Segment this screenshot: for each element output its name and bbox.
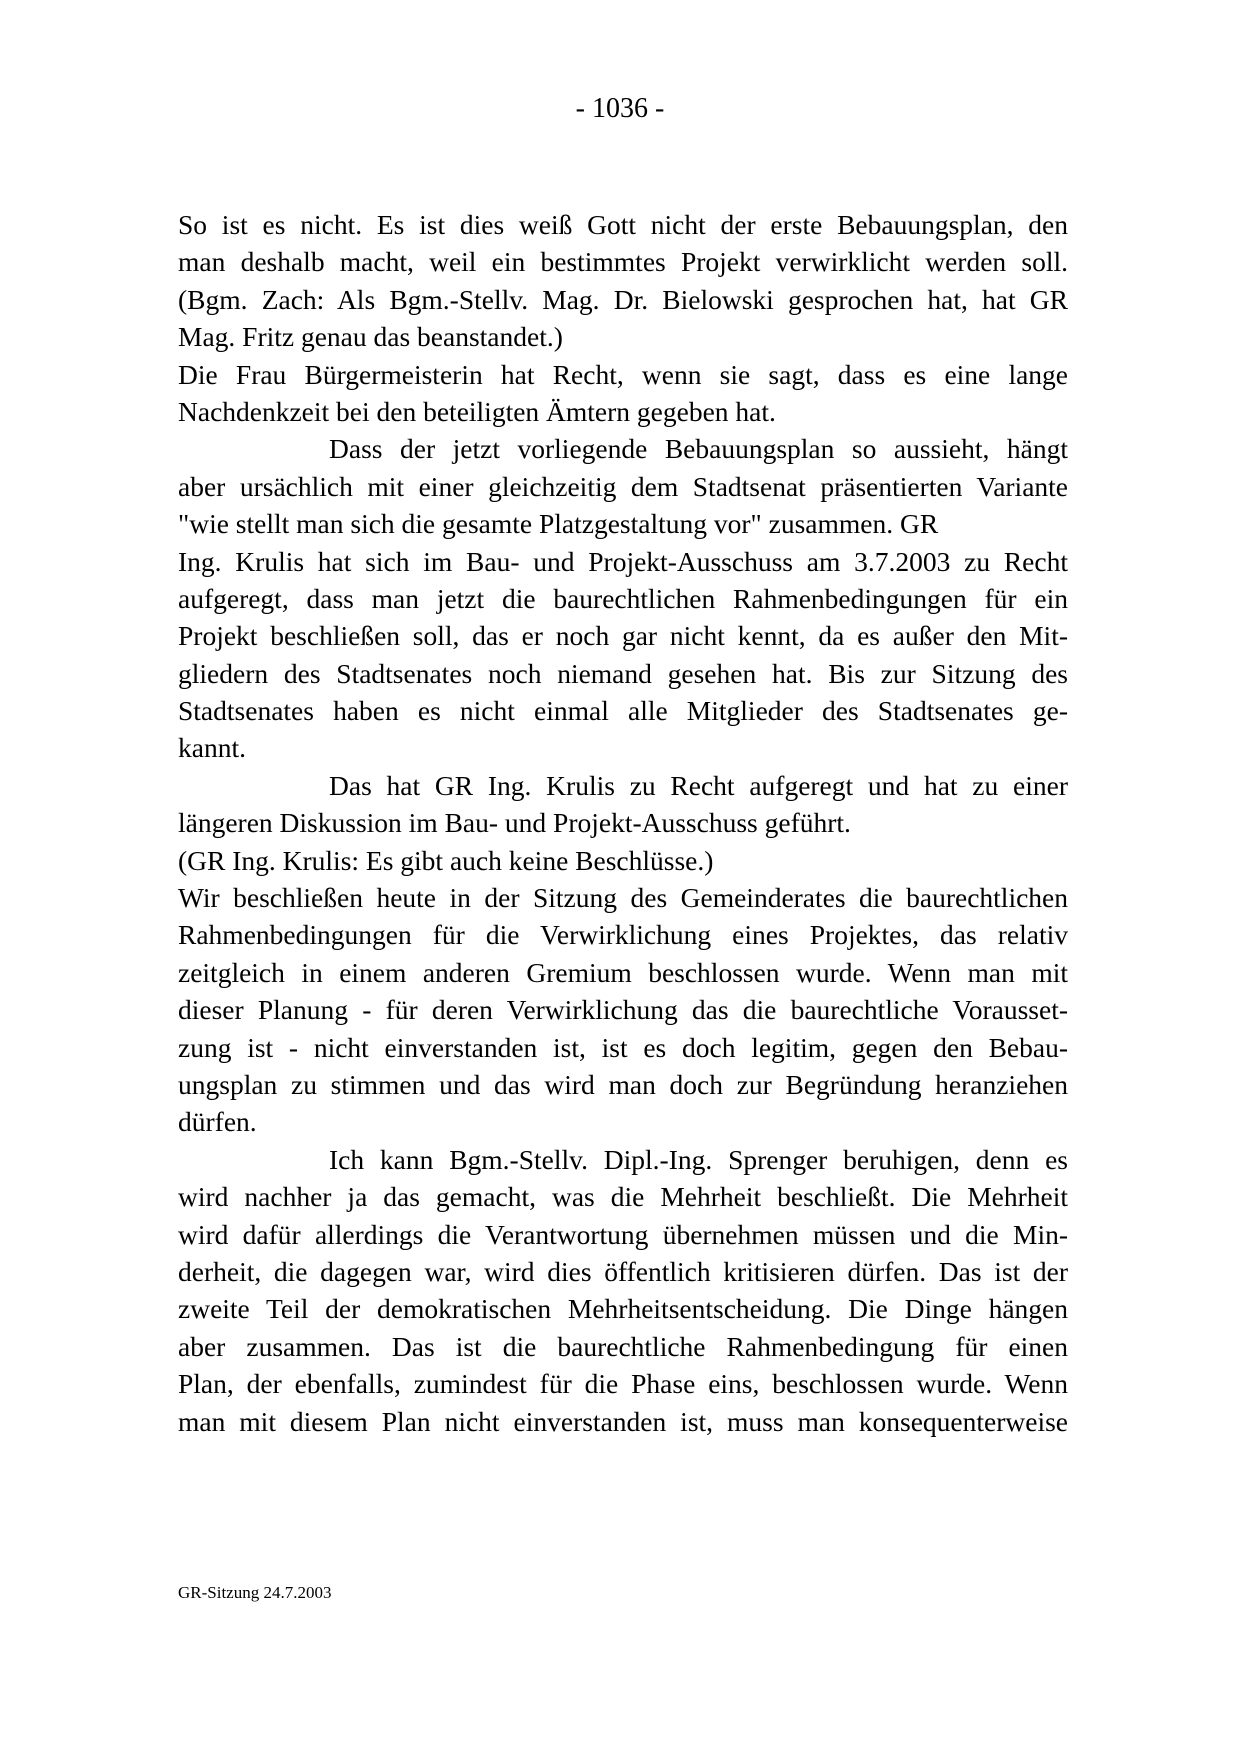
text-line: zeitgleich in einem anderen Gremium beschlossen wurde. Wenn man mit	[178, 956, 1068, 988]
text-line: wird nachher ja das gemacht, was die Mehrheit beschließt. Die Mehrheit	[178, 1181, 1068, 1213]
text-line: dürfen.	[178, 1106, 257, 1138]
text-line: derheit, die dagegen war, wird dies öffentlich kritisieren dürfen. Das ist der	[178, 1255, 1068, 1287]
text-line: aber zusammen. Das ist die baurechtliche Rahmenbedingung für einen	[178, 1330, 1068, 1362]
text-line: Wir beschließen heute in der Sitzung des Gemeinderates die baurechtlichen	[178, 882, 1068, 914]
text-line: So ist es nicht. Es ist dies weiß Gott nicht der erste Bebauungsplan, den	[178, 209, 1068, 240]
text-line: Dass der jetzt vorliegende Bebauungsplan so aussieht, hängt	[329, 433, 1068, 465]
text-line: Das hat GR Ing. Krulis zu Recht aufgeregt und hat zu einer	[329, 769, 1068, 801]
text-line: gliedern des Stadtsenates noch niemand gesehen hat. Bis zur Sitzung des	[178, 657, 1068, 689]
text-line: man mit diesem Plan nicht einverstanden ist, muss man konsequenterweise	[178, 1405, 1068, 1437]
text-line: (GR Ing. Krulis: Es gibt auch keine Beschlüsse.)	[178, 844, 714, 876]
text-line: dieser Planung - für deren Verwirklichung das die baurechtliche Vorausset-	[178, 994, 1068, 1026]
text-line: aber ursächlich mit einer gleichzeitig dem Stadtsenat präsentierten Variante	[178, 470, 1068, 502]
text-line: zung ist - nicht einverstanden ist, ist es doch legitim, gegen den Bebau-	[178, 1031, 1068, 1063]
text-line: man deshalb macht, weil ein bestimmtes Projekt verwirklicht werden soll.	[178, 246, 1068, 278]
text-line: Projekt beschließen soll, das er noch gar nicht kennt, da es außer den Mit-	[178, 620, 1068, 652]
footer-session-date: GR-Sitzung 24.7.2003	[178, 1583, 332, 1602]
text-line: Ich kann Bgm.-Stellv. Dipl.-Ing. Sprenger beruhigen, denn es	[329, 1143, 1068, 1175]
text-line: Nachdenkzeit bei den beteiligten Ämtern gegeben hat.	[178, 395, 776, 427]
text-line: längeren Diskussion im Bau- und Projekt-Ausschuss geführt.	[178, 807, 851, 839]
text-line: Ing. Krulis hat sich im Bau- und Projekt-Ausschuss am 3.7.2003 zu Recht	[178, 545, 1068, 577]
text-line: (Bgm. Zach: Als Bgm.-Stellv. Mag. Dr. Bielowski gesprochen hat, hat GR	[178, 283, 1068, 315]
text-line: ungsplan zu stimmen und das wird man doch zur Begründung heranziehen	[178, 1068, 1068, 1100]
page-number: - 1036 -	[575, 93, 665, 124]
text-line: Stadtsenates haben es nicht einmal alle Mitglieder des Stadtsenates ge-	[178, 695, 1068, 727]
text-line: Die Frau Bürgermeisterin hat Recht, wenn sie sagt, dass es eine lange	[178, 358, 1068, 390]
text-line: wird dafür allerdings die Verantwortung übernehmen müssen und die Min-	[178, 1218, 1068, 1250]
text-line: Plan, der ebenfalls, zumindest für die Phase eins, beschlossen wurde. Wenn	[178, 1368, 1068, 1400]
text-line: "wie stellt man sich die gesamte Platzgestaltung vor" zusammen. GR	[178, 508, 939, 540]
body-text	[178, 206, 1068, 1440]
text-line: zweite Teil der demokratischen Mehrheitsentscheidung. Die Dinge hängen	[178, 1293, 1068, 1325]
text-line: kannt.	[178, 732, 246, 764]
text-line: Mag. Fritz genau das beanstandet.)	[178, 321, 563, 353]
text-line: aufgeregt, dass man jetzt die baurechtlichen Rahmenbedingungen für ein	[178, 582, 1068, 614]
text-line: Rahmenbedingungen für die Verwirklichung eines Projektes, das relativ	[178, 919, 1068, 951]
